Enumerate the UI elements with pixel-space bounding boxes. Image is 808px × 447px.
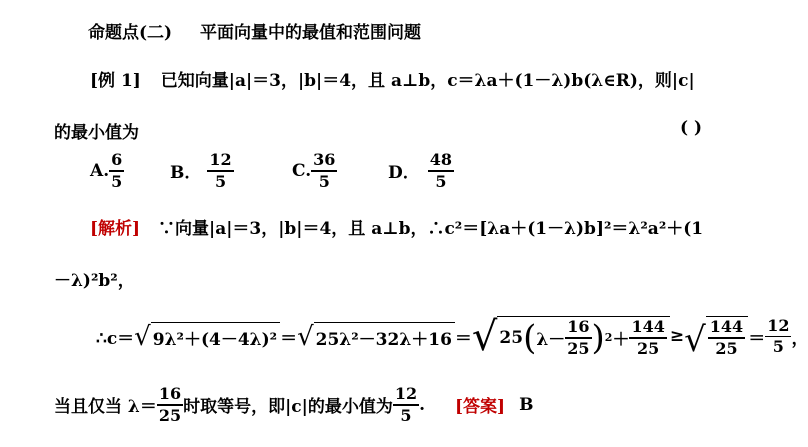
result-fraction: $\frac{12}{5}$	[767, 315, 790, 356]
sqrt-3: √ 25 ( λ－ $\frac{16}{25}$ ) 2 ＋ $\frac{144}{25}$	[472, 316, 670, 357]
example-tag: [例 1]	[90, 71, 141, 91]
heading-title: 平面向量中的最值和范围问题	[200, 23, 422, 43]
sqrt-4: √ $\frac{144}{25}$	[684, 316, 748, 357]
analysis-text-1: ∵向量|a|＝3，|b|＝4，且 a⊥b，∴c²＝[λa＋(1－λ)b]²＝λ²a²＋(1	[158, 219, 704, 239]
final-line: 当且仅当 λ＝ $\frac{16}{25}$ 时取等号，即|c|的最小值为 $\frac{12}{5}$ . [答案] B	[54, 384, 534, 425]
options-row	[90, 152, 454, 190]
equation-line: ∴c＝ √ 9λ²＋(4－4λ)² ＝ √ 25λ²－32λ＋16 ＝ √ 25 ( λ－ $\frac{16}{25}$ ) 2 ＋ $\frac{144}{25}$ ≥ √ $\frac{144}{25}$ ＝ $\frac{12}{5}$ ，	[96, 313, 808, 360]
option-c-fraction: $\frac{36}{5}$	[313, 150, 336, 191]
min-fraction: $\frac{12}{5}$	[394, 384, 418, 425]
option-d-fraction: $\frac{48}{5}$	[429, 150, 453, 191]
heading	[88, 18, 421, 43]
example-line-1	[90, 66, 695, 91]
sqrt-1: √ 9λ²＋(4－4λ)²	[134, 322, 280, 350]
option-a[interactable]: A. $\frac{6}{5}$	[90, 150, 123, 191]
option-c[interactable]: C. $\frac{36}{5}$	[292, 150, 336, 191]
lambda-fraction: $\frac{16}{25}$	[158, 384, 182, 425]
answer-blank: ( )	[680, 118, 703, 138]
analysis-tag: [解析]	[90, 219, 141, 239]
answer-tag: [答案]	[455, 397, 506, 418]
example-line-2: 的最小值为	[54, 123, 139, 143]
eq-prefix: ∴c＝	[96, 328, 135, 349]
option-d[interactable]: D． $\frac{48}{5}$	[388, 150, 453, 191]
answer-value: B	[519, 394, 534, 415]
option-a-fraction: $\frac{6}{5}$	[111, 150, 123, 191]
analysis-line-2: －λ)²b²，	[54, 271, 135, 291]
option-b-fraction: $\frac{12}{5}$	[209, 150, 232, 191]
example-text-1: 已知向量|a|＝3，|b|＝4，且 a⊥b，c＝λa＋(1－λ)b(λ∈R)，则|c|	[160, 71, 695, 91]
analysis-line-1	[90, 214, 703, 239]
option-b[interactable]: B． $\frac{12}{5}$	[170, 150, 232, 191]
sqrt-2: √ 25λ²－32λ＋16	[297, 322, 455, 350]
heading-label: 命题点(二)	[88, 23, 173, 43]
